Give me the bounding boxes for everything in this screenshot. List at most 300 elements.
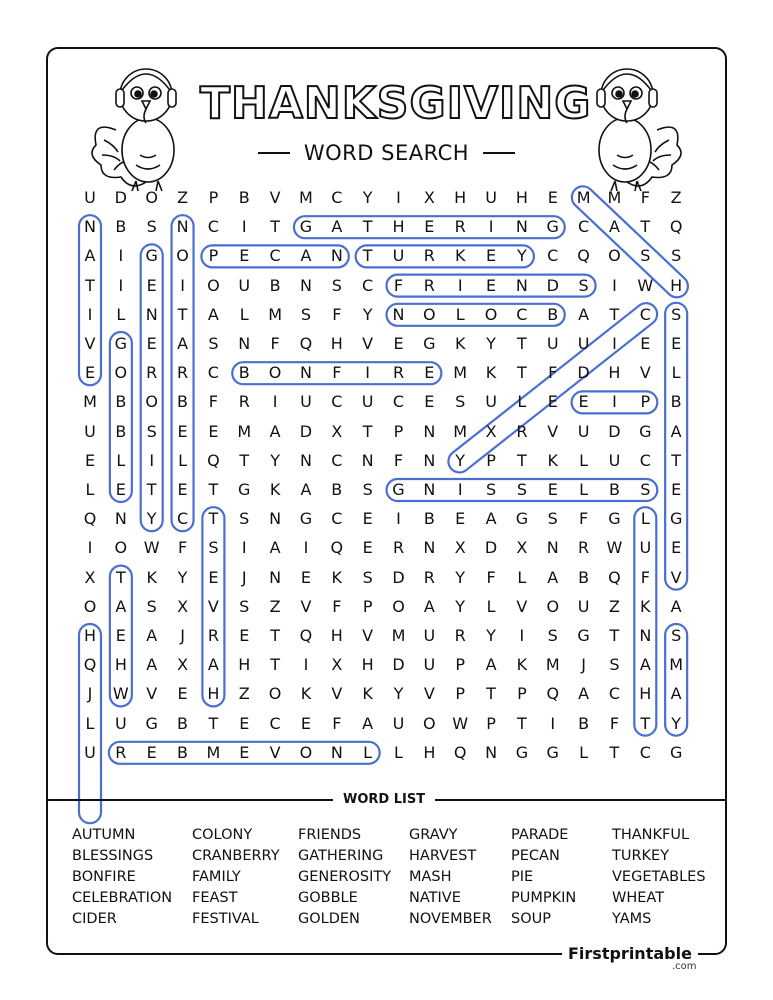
grid-cell[interactable]: J <box>581 655 586 675</box>
grid-cell[interactable]: F <box>332 304 342 324</box>
grid-cell[interactable]: I <box>519 626 525 645</box>
grid-cell[interactable]: H <box>207 684 220 704</box>
grid-cell[interactable]: N <box>361 450 374 470</box>
grid-cell[interactable]: T <box>239 450 250 470</box>
grid-cell[interactable]: Y <box>362 304 373 324</box>
grid-cell[interactable]: A <box>670 421 682 441</box>
grid-cell[interactable]: I <box>118 246 124 266</box>
grid-cell[interactable]: T <box>177 304 188 324</box>
grid-cell[interactable]: V <box>362 626 374 645</box>
grid-cell[interactable]: C <box>269 713 281 733</box>
grid-cell[interactable]: G <box>515 742 529 762</box>
grid-cell[interactable]: T <box>270 217 280 237</box>
grid-cell[interactable]: L <box>239 304 249 324</box>
grid-cell[interactable]: N <box>330 742 343 762</box>
grid-cell[interactable]: Y <box>486 334 496 353</box>
grid-cell[interactable]: N <box>299 275 312 295</box>
grid-cell[interactable]: P <box>208 246 219 266</box>
grid-cell[interactable]: C <box>331 450 343 470</box>
grid-cell[interactable]: F <box>332 363 342 383</box>
grid-cell[interactable]: Z <box>670 188 682 207</box>
grid-cell[interactable]: G <box>546 742 559 762</box>
grid-cell[interactable]: C <box>331 188 343 207</box>
grid-cell[interactable]: X <box>331 655 343 675</box>
grid-cell[interactable]: E <box>177 684 188 704</box>
grid-cell[interactable]: N <box>546 538 559 558</box>
grid-cell[interactable]: R <box>392 363 405 383</box>
grid-cell[interactable]: S <box>671 246 682 266</box>
grid-cell[interactable]: G <box>238 480 251 499</box>
grid-cell[interactable]: A <box>207 655 219 675</box>
grid-cell[interactable]: A <box>146 626 158 645</box>
grid-cell[interactable]: S <box>239 509 250 529</box>
grid-cell[interactable]: T <box>270 626 280 645</box>
grid-cell[interactable]: N <box>114 509 127 529</box>
grid-cell[interactable]: U <box>84 742 96 762</box>
grid-cell[interactable]: Y <box>671 713 682 733</box>
grid-cell[interactable]: S <box>609 655 620 675</box>
grid-cell[interactable]: B <box>177 742 189 762</box>
grid-cell[interactable]: N <box>84 217 96 237</box>
grid-cell[interactable]: L <box>178 450 187 470</box>
grid-cell[interactable]: N <box>485 742 498 762</box>
grid-cell[interactable]: A <box>639 655 651 675</box>
grid-cell[interactable]: G <box>423 334 436 353</box>
grid-cell[interactable]: M <box>453 363 468 383</box>
grid-cell[interactable]: E <box>146 742 157 762</box>
grid-cell[interactable]: A <box>670 596 682 616</box>
grid-cell[interactable]: S <box>485 480 497 499</box>
grid-cell[interactable]: I <box>118 275 124 295</box>
grid-cell[interactable]: T <box>208 509 219 529</box>
grid-cell[interactable]: A <box>146 655 158 675</box>
grid-cell[interactable]: K <box>331 567 343 587</box>
grid-cell[interactable]: S <box>362 567 373 587</box>
grid-cell[interactable]: F <box>393 275 404 295</box>
grid-cell[interactable]: L <box>671 363 681 383</box>
grid-cell[interactable]: B <box>177 392 189 412</box>
grid-cell[interactable]: A <box>207 304 219 324</box>
grid-cell[interactable]: B <box>547 304 559 324</box>
grid-cell[interactable]: M <box>391 626 406 645</box>
grid-cell[interactable]: L <box>486 596 496 616</box>
grid-cell[interactable]: B <box>608 480 620 499</box>
grid-cell[interactable]: L <box>363 742 373 762</box>
grid-cell[interactable]: G <box>669 509 683 529</box>
grid-cell[interactable]: Y <box>177 567 188 587</box>
grid-cell[interactable]: I <box>612 275 617 295</box>
grid-cell[interactable]: K <box>362 684 373 704</box>
grid-cell[interactable]: A <box>300 246 312 266</box>
grid-cell[interactable]: Q <box>669 217 683 237</box>
grid-cell[interactable]: D <box>392 655 405 675</box>
grid-cell[interactable]: U <box>577 596 590 616</box>
grid-cell[interactable]: G <box>639 421 652 441</box>
grid-cell[interactable]: U <box>392 713 405 733</box>
grid-cell[interactable]: R <box>578 538 590 558</box>
grid-cell[interactable]: F <box>270 334 280 353</box>
grid-cell[interactable]: U <box>639 538 652 558</box>
grid-cell[interactable]: H <box>330 626 343 645</box>
grid-cell[interactable]: O <box>114 363 128 383</box>
grid-cell[interactable]: S <box>547 626 558 645</box>
grid-cell[interactable]: V <box>516 596 528 616</box>
grid-cell[interactable]: T <box>146 480 157 499</box>
grid-cell[interactable]: N <box>330 246 343 266</box>
grid-cell[interactable]: E <box>177 480 188 499</box>
grid-cell[interactable]: A <box>485 509 497 529</box>
grid-cell[interactable]: M <box>206 742 221 762</box>
grid-cell[interactable]: R <box>238 392 250 412</box>
grid-cell[interactable]: K <box>454 334 466 353</box>
grid-cell[interactable]: I <box>365 363 370 383</box>
grid-cell[interactable]: B <box>578 567 590 587</box>
grid-cell[interactable]: T <box>85 275 95 295</box>
grid-cell[interactable]: Q <box>608 567 621 587</box>
grid-cell[interactable]: B <box>177 713 189 733</box>
grid-cell[interactable]: W <box>112 684 129 704</box>
grid-cell[interactable]: F <box>640 567 650 587</box>
grid-cell[interactable]: U <box>423 626 436 645</box>
grid-cell[interactable]: I <box>241 538 247 558</box>
grid-cell[interactable]: N <box>515 275 528 295</box>
grid-cell[interactable]: E <box>671 480 682 499</box>
grid-cell[interactable]: C <box>207 217 219 237</box>
grid-cell[interactable]: P <box>393 421 404 441</box>
grid-cell[interactable]: V <box>146 684 158 704</box>
grid-cell[interactable]: G <box>299 509 313 529</box>
grid-cell[interactable]: C <box>639 304 651 324</box>
grid-cell[interactable]: C <box>269 246 281 266</box>
grid-cell[interactable]: K <box>485 363 497 383</box>
grid-cell[interactable]: A <box>84 246 96 266</box>
grid-cell[interactable]: F <box>609 713 620 733</box>
grid-cell[interactable]: H <box>361 655 374 675</box>
grid-cell[interactable]: S <box>671 304 682 324</box>
grid-cell[interactable]: Y <box>455 596 466 616</box>
grid-cell[interactable]: O <box>299 742 313 762</box>
grid-cell[interactable]: S <box>640 480 651 499</box>
grid-cell[interactable]: Z <box>177 188 189 207</box>
grid-cell[interactable]: L <box>394 742 403 762</box>
grid-cell[interactable]: T <box>208 713 219 733</box>
grid-cell[interactable]: E <box>547 392 558 412</box>
grid-cell[interactable]: H <box>670 275 683 295</box>
grid-cell[interactable]: D <box>577 363 590 383</box>
grid-cell[interactable]: O <box>423 304 436 324</box>
grid-cell[interactable]: T <box>362 421 373 441</box>
grid-cell[interactable]: S <box>208 334 219 353</box>
grid-cell[interactable]: Z <box>238 684 250 704</box>
grid-cell[interactable]: R <box>392 538 405 558</box>
grid-cell[interactable]: T <box>640 713 651 733</box>
grid-cell[interactable]: A <box>269 538 281 558</box>
grid-cell[interactable]: E <box>547 188 558 207</box>
grid-cell[interactable]: I <box>87 304 93 324</box>
grid-cell[interactable]: F <box>177 538 188 558</box>
grid-cell[interactable]: B <box>115 217 127 237</box>
grid-cell[interactable]: O <box>83 596 97 616</box>
grid-cell[interactable]: N <box>423 538 436 558</box>
grid-cell[interactable]: J <box>241 567 247 587</box>
grid-cell[interactable]: R <box>516 421 528 441</box>
grid-cell[interactable]: R <box>207 626 219 645</box>
grid-cell[interactable]: N <box>269 567 282 587</box>
grid-cell[interactable]: A <box>670 684 682 704</box>
grid-cell[interactable]: G <box>577 626 590 645</box>
grid-cell[interactable]: I <box>396 188 401 207</box>
grid-cell[interactable]: R <box>454 217 466 237</box>
grid-cell[interactable]: G <box>299 217 313 237</box>
grid-cell[interactable]: Y <box>517 246 527 266</box>
grid-cell[interactable]: E <box>146 334 157 353</box>
grid-cell[interactable]: D <box>608 421 621 441</box>
grid-cell[interactable]: K <box>547 450 558 470</box>
grid-cell[interactable]: L <box>517 567 527 587</box>
grid-cell[interactable]: I <box>272 392 278 412</box>
grid-cell[interactable]: H <box>515 188 528 207</box>
grid-cell[interactable]: V <box>84 334 96 353</box>
grid-cell[interactable]: L <box>116 304 126 324</box>
grid-cell[interactable]: S <box>547 509 558 529</box>
grid-cell[interactable]: E <box>208 567 219 587</box>
grid-cell[interactable]: T <box>270 655 280 675</box>
grid-cell[interactable]: P <box>362 596 373 616</box>
grid-cell[interactable]: B <box>331 480 343 499</box>
grid-cell[interactable]: Q <box>546 684 560 704</box>
grid-cell[interactable]: C <box>516 304 528 324</box>
grid-cell[interactable]: O <box>207 275 220 295</box>
grid-cell[interactable]: Y <box>455 567 466 587</box>
grid-cell[interactable]: V <box>547 421 559 441</box>
grid-cell[interactable]: L <box>85 480 95 499</box>
grid-cell[interactable]: I <box>396 509 401 529</box>
grid-cell[interactable]: E <box>239 246 250 266</box>
grid-cell[interactable]: C <box>547 246 559 266</box>
grid-cell[interactable]: V <box>269 188 281 207</box>
grid-cell[interactable]: V <box>423 684 435 704</box>
grid-cell[interactable]: I <box>488 217 494 237</box>
grid-cell[interactable]: Q <box>330 538 344 558</box>
grid-cell[interactable]: A <box>578 684 590 704</box>
grid-cell[interactable]: N <box>238 334 251 353</box>
grid-cell[interactable]: A <box>608 217 620 237</box>
grid-cell[interactable]: M <box>237 421 252 441</box>
grid-cell[interactable]: S <box>362 480 373 499</box>
grid-cell[interactable]: N <box>639 626 652 645</box>
grid-cell[interactable]: X <box>177 655 189 675</box>
grid-cell[interactable]: R <box>423 567 435 587</box>
grid-cell[interactable]: B <box>115 421 127 441</box>
grid-cell[interactable]: F <box>578 509 589 529</box>
grid-cell[interactable]: S <box>331 275 342 295</box>
grid-cell[interactable]: S <box>300 304 312 324</box>
grid-cell[interactable]: A <box>177 334 189 353</box>
grid-cell[interactable]: E <box>424 363 435 383</box>
grid-cell[interactable]: M <box>607 188 622 207</box>
grid-cell[interactable]: G <box>145 246 158 266</box>
grid-cell[interactable]: H <box>114 655 127 675</box>
grid-cell[interactable]: M <box>268 304 282 324</box>
grid-cell[interactable]: Q <box>299 334 313 353</box>
grid-cell[interactable]: S <box>208 538 219 558</box>
grid-cell[interactable]: I <box>303 538 309 558</box>
grid-cell[interactable]: N <box>145 304 158 324</box>
grid-cell[interactable]: X <box>423 188 435 207</box>
grid-cell[interactable]: O <box>268 684 282 704</box>
grid-cell[interactable]: T <box>640 217 651 237</box>
grid-cell[interactable]: T <box>362 217 373 237</box>
grid-cell[interactable]: D <box>392 567 405 587</box>
grid-cell[interactable]: O <box>392 596 405 616</box>
grid-cell[interactable]: E <box>671 334 682 353</box>
grid-cell[interactable]: T <box>362 246 373 266</box>
grid-cell[interactable]: B <box>578 713 590 733</box>
grid-cell[interactable]: R <box>176 363 189 383</box>
grid-cell[interactable]: Q <box>299 626 313 645</box>
grid-cell[interactable]: M <box>299 188 313 207</box>
grid-cell[interactable]: U <box>84 421 96 441</box>
grid-cell[interactable]: T <box>517 713 527 733</box>
grid-cell[interactable]: E <box>362 509 373 529</box>
grid-cell[interactable]: Y <box>393 684 404 704</box>
grid-cell[interactable]: G <box>392 480 405 499</box>
grid-cell[interactable]: O <box>484 304 498 324</box>
grid-cell[interactable]: C <box>331 509 343 529</box>
grid-cell[interactable]: G <box>145 713 158 733</box>
grid-cell[interactable]: N <box>392 304 405 324</box>
grid-cell[interactable]: T <box>208 480 219 499</box>
grid-cell[interactable]: K <box>146 567 157 587</box>
grid-cell[interactable]: V <box>362 334 374 353</box>
grid-cell[interactable]: E <box>671 538 682 558</box>
grid-cell[interactable]: F <box>208 392 218 412</box>
grid-cell[interactable]: B <box>269 275 281 295</box>
grid-cell[interactable]: Z <box>269 596 281 616</box>
grid-cell[interactable]: R <box>146 363 158 383</box>
grid-cell[interactable]: F <box>548 363 558 383</box>
grid-cell[interactable]: I <box>87 538 93 558</box>
grid-cell[interactable]: Q <box>83 509 97 529</box>
grid-cell[interactable]: S <box>640 246 651 266</box>
grid-cell[interactable]: N <box>299 450 312 470</box>
grid-cell[interactable]: G <box>608 509 621 529</box>
grid-cell[interactable]: U <box>392 246 405 266</box>
grid-cell[interactable]: N <box>269 509 282 529</box>
grid-cell[interactable]: X <box>516 538 528 558</box>
grid-cell[interactable]: I <box>612 334 617 353</box>
grid-cell[interactable]: Q <box>207 450 220 470</box>
grid-cell[interactable]: F <box>393 450 404 470</box>
grid-cell[interactable]: G <box>546 217 559 237</box>
grid-cell[interactable]: B <box>238 188 250 207</box>
grid-cell[interactable]: Y <box>455 450 466 470</box>
grid-cell[interactable]: T <box>517 363 527 383</box>
grid-cell[interactable]: I <box>149 450 155 470</box>
grid-cell[interactable]: X <box>454 538 466 558</box>
grid-cell[interactable]: O <box>145 188 158 207</box>
grid-cell[interactable]: H <box>83 626 97 645</box>
grid-cell[interactable]: I <box>180 275 185 295</box>
grid-cell[interactable]: U <box>84 188 96 207</box>
grid-cell[interactable]: X <box>177 596 189 616</box>
grid-cell[interactable]: Q <box>453 742 467 762</box>
grid-cell[interactable]: P <box>455 655 466 675</box>
grid-cell[interactable]: M <box>83 392 97 412</box>
grid-cell[interactable]: E <box>424 217 435 237</box>
grid-cell[interactable]: O <box>608 246 621 266</box>
grid-cell[interactable]: L <box>116 450 126 470</box>
grid-cell[interactable]: J <box>180 626 185 645</box>
grid-cell[interactable]: P <box>517 684 527 704</box>
grid-cell[interactable]: A <box>331 217 343 237</box>
grid-cell[interactable]: W <box>606 538 623 558</box>
grid-cell[interactable]: H <box>423 742 436 762</box>
grid-cell[interactable]: I <box>457 480 463 499</box>
grid-cell[interactable]: I <box>303 655 309 675</box>
grid-cell[interactable]: N <box>299 363 312 383</box>
grid-cell[interactable]: C <box>392 392 405 412</box>
grid-cell[interactable]: A <box>115 596 127 616</box>
grid-cell[interactable]: E <box>455 509 466 529</box>
grid-cell[interactable]: X <box>331 421 343 441</box>
grid-cell[interactable]: U <box>361 392 374 412</box>
grid-cell[interactable]: U <box>300 392 312 412</box>
grid-cell[interactable]: C <box>362 275 374 295</box>
grid-cell[interactable]: M <box>669 655 684 675</box>
grid-cell[interactable]: Z <box>608 596 620 616</box>
grid-cell[interactable]: Q <box>83 655 97 675</box>
grid-cell[interactable]: E <box>300 567 311 587</box>
grid-cell[interactable]: E <box>115 480 126 499</box>
grid-cell[interactable]: N <box>515 217 528 237</box>
grid-cell[interactable]: S <box>671 626 682 645</box>
grid-cell[interactable]: J <box>87 684 93 704</box>
grid-cell[interactable]: U <box>577 334 590 353</box>
grid-cell[interactable]: X <box>485 421 497 441</box>
grid-cell[interactable]: O <box>114 538 128 558</box>
grid-cell[interactable]: L <box>517 392 527 412</box>
grid-cell[interactable]: S <box>578 275 589 295</box>
grid-cell[interactable]: C <box>578 217 590 237</box>
grid-cell[interactable]: T <box>115 567 126 587</box>
grid-cell[interactable]: A <box>300 480 312 499</box>
grid-cell[interactable]: F <box>332 596 342 616</box>
grid-cell[interactable]: W <box>637 275 654 295</box>
grid-cell[interactable]: I <box>612 392 617 412</box>
grid-cell[interactable]: W <box>452 713 469 733</box>
grid-cell[interactable]: A <box>547 567 559 587</box>
grid-cell[interactable]: N <box>423 421 436 441</box>
grid-cell[interactable]: U <box>577 421 590 441</box>
grid-cell[interactable]: U <box>238 275 251 295</box>
grid-cell[interactable]: E <box>239 626 250 645</box>
grid-cell[interactable]: E <box>393 334 404 353</box>
grid-cell[interactable]: E <box>239 713 250 733</box>
grid-cell[interactable]: C <box>176 509 189 529</box>
grid-cell[interactable]: Y <box>486 626 496 645</box>
grid-cell[interactable]: Y <box>362 188 373 207</box>
grid-cell[interactable]: P <box>208 188 219 207</box>
grid-cell[interactable]: R <box>115 742 127 762</box>
grid-cell[interactable]: E <box>485 246 497 266</box>
grid-cell[interactable]: M <box>545 655 560 675</box>
grid-cell[interactable]: D <box>484 538 498 558</box>
grid-cell[interactable]: N <box>423 480 436 499</box>
grid-cell[interactable]: A <box>362 713 374 733</box>
grid-cell[interactable]: E <box>424 392 435 412</box>
grid-cell[interactable]: H <box>392 217 405 237</box>
